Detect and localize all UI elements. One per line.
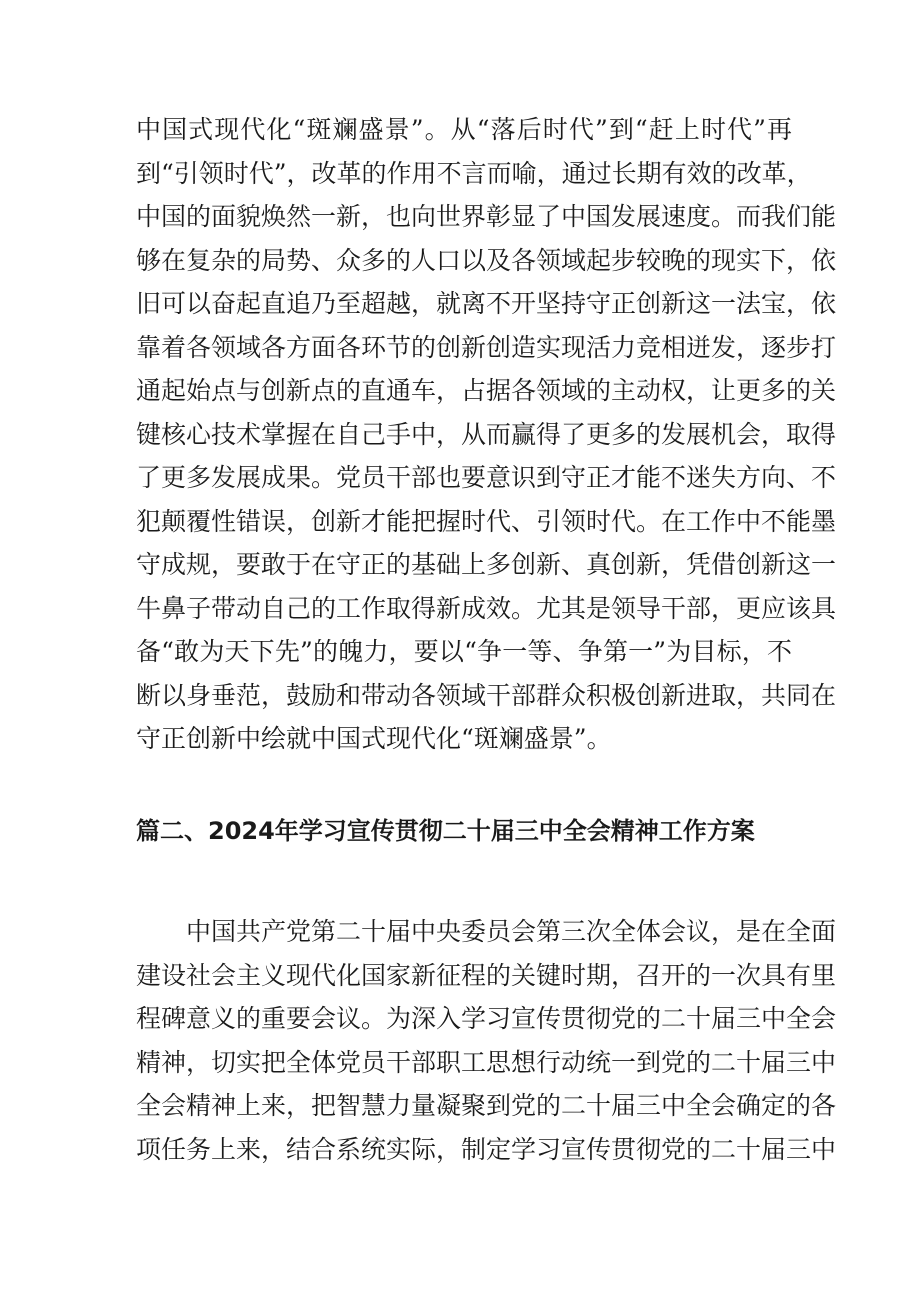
text-line: 够在复杂的局势、众多的人口以及各领域起步较晚的现实下，依 (136, 246, 837, 275)
text-line: 牛鼻子带动自己的工作取得新成效。尤其是领导干部，更应该具 (136, 594, 837, 623)
text-line: 全会精神上来，把智慧力量凝聚到党的二十届三中全会确定的各 (136, 1091, 837, 1120)
text-line: 精神，切实把全体党员干部职工思想行动统一到党的二十届三中 (136, 1048, 837, 1077)
text-line: 靠着各领域各方面各环节的创新创造实现活力竞相迸发，逐步打 (136, 333, 837, 362)
text-line: 项任务上来，结合系统实际，制定学习宣传贯彻党的二十届三中 (136, 1135, 837, 1164)
section-heading: 篇二、2024年学习宣传贯彻二十届三中全会精神工作方案 (136, 817, 755, 845)
text-line: 到“引领时代”，改革的作用不言而喻，通过长期有效的改革， (136, 159, 812, 188)
text-line: 守成规，要敢于在守正的基础上多创新、真创新，凭借创新这一 (136, 550, 837, 579)
text-line: 中国的面貌焕然一新，也向世界彰显了中国发展速度。而我们能 (136, 202, 837, 231)
text-line: 守正创新中绘就中国式现代化“斑斓盛景”。 (136, 724, 612, 753)
text-line: 程碑意义的重要会议。为深入学习宣传贯彻党的二十届三中全会 (136, 1004, 837, 1033)
text-line: 通起始点与创新点的直通车，占据各领域的主动权，让更多的关 (136, 376, 837, 405)
text-line: 旧可以奋起直追乃至超越，就离不开坚持守正创新这一法宝，依 (136, 289, 837, 318)
text-line: 断以身垂范，鼓励和带动各领域干部群众积极创新进取，共同在 (136, 681, 837, 710)
text-line: 备“敢为天下先”的魄力，要以“争一等、争第一”为目标，不 (136, 637, 792, 666)
text-line: 中国式现代化“斑斓盛景”。从“落后时代”到“赶上时代”再 (136, 115, 792, 144)
text-line: 了更多发展成果。党员干部也要意识到守正才能不迷失方向、不 (136, 463, 837, 492)
text-line: 中国共产党第二十届中央委员会第三次全体会议，是在全面 (186, 917, 837, 946)
text-line: 犯颠覆性错误，创新才能把握时代、引领时代。在工作中不能墨 (136, 507, 837, 536)
text-line: 键核心技术掌握在自己手中，从而赢得了更多的发展机会，取得 (136, 420, 837, 449)
text-line: 建设社会主义现代化国家新征程的关键时期，召开的一次具有里 (136, 961, 837, 990)
